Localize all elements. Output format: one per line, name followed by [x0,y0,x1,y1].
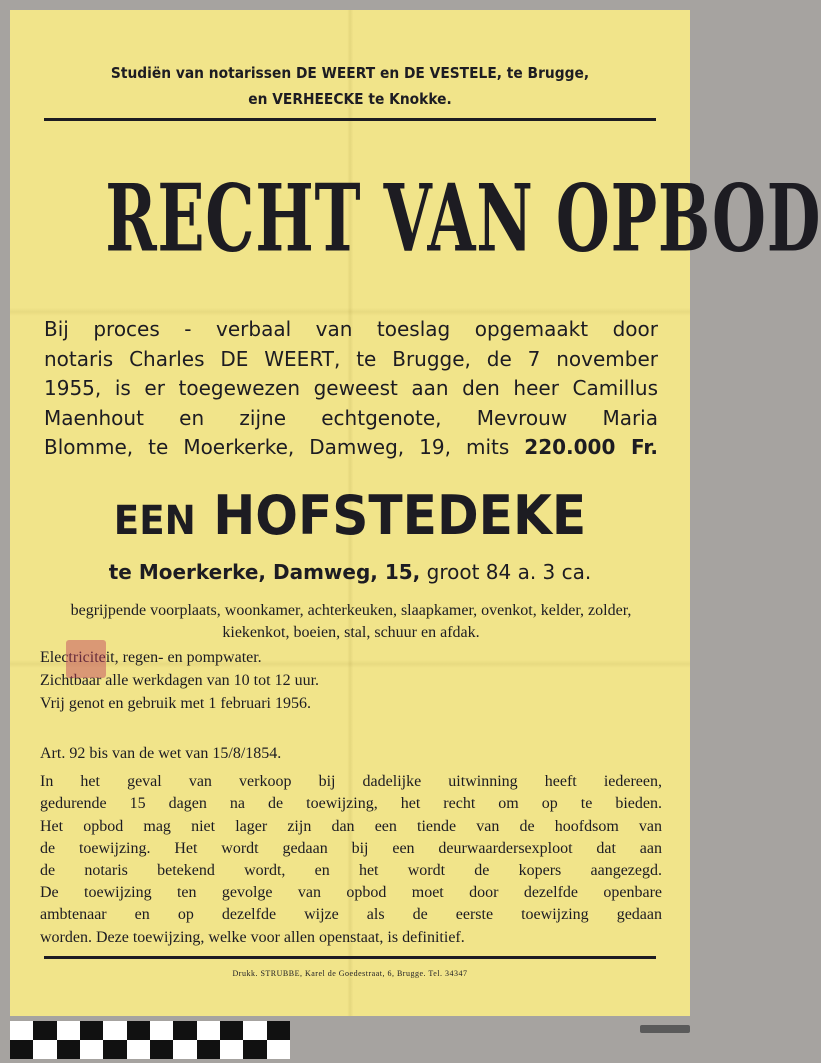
law-line: In het geval van verkoop bij dadelijke uitwinning heeft iedereen, [40,773,662,791]
property-composition: begrijpende voorplaats, woonkamer, achterkeuken, slaapkamer, ovenkot, kelder, zolder, kiekenkot, boeien, stal, schuur en afdak. [70,602,632,641]
header-line-1: Studiën van notarissen DE WEERT en DE VESTELE, te Brugge, [110,64,590,82]
law-line: Het opbod mag niet lager zijn dan een tiende van de hoofdsom van [40,817,662,835]
intro-line-5-text: Blomme, te Moerkerke, Damweg, 19, mits [44,435,510,459]
top-divider [44,118,656,121]
property-address: te Moerkerke, Damweg, 15, [108,560,421,584]
header-line-2: en VERHEECKE te Knokke. [248,90,452,108]
law-paragraph [40,743,662,949]
intro-line-2: notaris Charles DE WEERT, te Brugge, de 7 november [44,346,658,371]
intro-line-5 [44,433,658,463]
poster-title: RECHT VAN OPBOD [105,164,821,274]
fact-possession: Vrij genot en gebruik met 1 februari 1956. [40,695,311,712]
bottom-divider [44,956,656,959]
red-stamp-mark [66,640,106,678]
law-line: ambtenaar en op dezelfde wijze als de eerste toewijzing gedaan [40,906,662,924]
color-calibration-strip [10,1021,290,1059]
archive-logo [640,1025,690,1033]
intro-line-3: 1955, is er toegewezen geweest aan den heer Camillus [44,376,658,400]
printer-credit: Drukk. STRUBBE, Karel de Goedestraat, 6, Brugge. Tel. 34347 [232,969,468,978]
notary-header [37,60,663,112]
poster [10,10,821,1016]
law-line: De toewijzing ten gevolge van opbod moet door dezelfde openbare [40,884,662,902]
law-line: de notaris betekend wordt, en het wordt de kopers aangezegd. [40,862,662,880]
law-line: de toewijzing. Het wordt gedaan bij een deurwaardersexploot dat aan [40,839,662,857]
law-line: gedurende 15 dagen na de toewijzing, het recht om op te bieden. [40,795,662,813]
fact-viewing: Zichtbaar alle werkdagen van 10 tot 12 uur. [40,672,320,689]
property-location [10,558,690,586]
intro-paragraph [44,315,658,463]
fact-utilities: Electriciteit, regen- en pompwater. [40,649,262,666]
law-article: Art. 92 bis van de wet van 15/8/1854. [40,745,282,762]
property-name: HOFSTEDEKE [213,484,587,547]
law-line: worden. Deze toewijzing, welke voor allen openstaat, is definitief. [40,928,465,946]
intro-line-4: Maenhout en zijne echtgenote, Mevrouw Maria [44,405,658,430]
property-heading [34,480,666,557]
sale-price: 220.000 Fr. [524,435,658,459]
property-size: groot 84 a. 3 ca. [426,560,592,584]
intro-line-1: Bij proces - verbaal van toeslag opgemaakt door [44,317,658,341]
property-article: EEN [113,498,196,544]
